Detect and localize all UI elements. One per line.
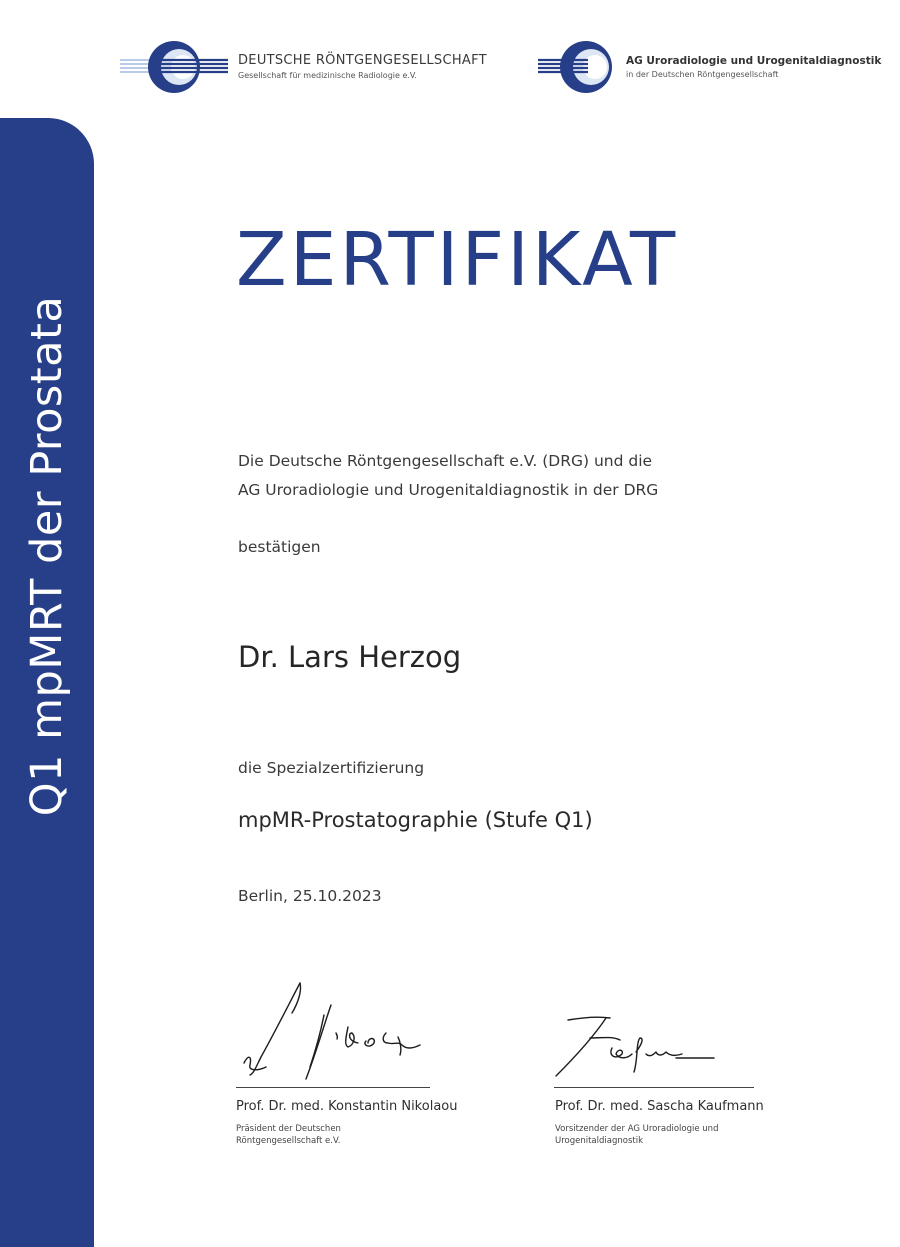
signatory-1-role-line-2: Röntgengesellschaft e.V.: [236, 1136, 341, 1146]
ag-logo-title: AG Uroradiologie und Urogenitaldiagnostik: [626, 54, 882, 67]
intro-line-2: AG Uroradiologie und Urogenitaldiagnostik in der DRG: [238, 481, 659, 499]
intro-line-1: Die Deutsche Röntgengesellschaft e.V. (DRG) und die: [238, 452, 653, 470]
ag-emblem-icon: [538, 38, 616, 96]
signatory-1-role: [236, 1123, 436, 1147]
drg-logo-subtitle: Gesellschaft für medizinische Radiologie e.V.: [238, 71, 417, 80]
signatory-2-role-line-2: Urogenitaldiagnostik: [555, 1136, 644, 1146]
recipient-name: Dr. Lars Herzog: [238, 640, 462, 674]
signatory-2-name: Prof. Dr. med. Sascha Kaufmann: [555, 1099, 764, 1114]
signatory-2-role-line-1: Vorsitzender der AG Uroradiologie und: [555, 1124, 719, 1134]
side-label: Q1 mpMRT der Prostata: [22, 295, 72, 817]
signature-kaufmann: [550, 1008, 720, 1083]
ag-logo: [538, 38, 881, 96]
place-date: Berlin, 25.10.2023: [238, 887, 382, 905]
certification-name: mpMR-Prostatographie (Stufe Q1): [238, 808, 593, 832]
drg-logo-title: DEUTSCHE RÖNTGENGESELLSCHAFT: [238, 53, 487, 69]
drg-emblem-icon: [120, 38, 228, 96]
signatory-1-role-line-1: Präsident der Deutschen: [236, 1124, 341, 1134]
signature-line-2: [554, 1087, 754, 1088]
certification-intro: die Spezialzertifizierung: [238, 759, 425, 777]
signature-nikolaou: [236, 975, 436, 1085]
drg-logo: [120, 38, 487, 96]
intro-text: [238, 447, 658, 505]
signatory-1-name: Prof. Dr. med. Konstantin Nikolaou: [236, 1099, 458, 1114]
confirm-text: bestätigen: [238, 538, 321, 556]
signatory-2-role: [555, 1123, 755, 1147]
ag-logo-subtitle: in der Deutschen Röntgengesellschaft: [626, 69, 779, 79]
certificate-title: ZERTIFIKAT: [236, 217, 679, 303]
signature-line-1: [236, 1087, 430, 1088]
